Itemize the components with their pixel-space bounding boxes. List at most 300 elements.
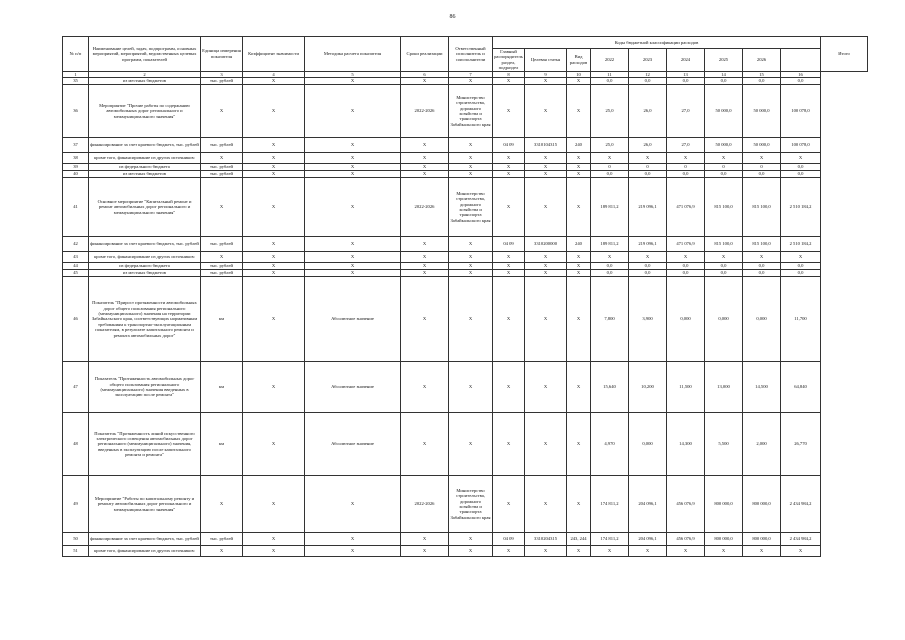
row-method: Абсолютное значение bbox=[305, 277, 401, 362]
row-value-2023: 204 096,1 bbox=[629, 533, 667, 546]
row-number: 36 bbox=[63, 85, 89, 138]
row-target-article: X bbox=[525, 252, 567, 263]
row-number: 51 bbox=[63, 546, 89, 557]
row-value-2023: 204 096,1 bbox=[629, 476, 667, 533]
row-value-2023: 219 096,1 bbox=[629, 178, 667, 237]
row-method: X bbox=[305, 178, 401, 237]
table-row bbox=[63, 362, 868, 413]
row-value-2024: X bbox=[667, 153, 705, 164]
row-coefficient: X bbox=[243, 138, 305, 153]
row-target-article: X bbox=[525, 171, 567, 178]
row-section: 04 09 bbox=[493, 533, 525, 546]
row-term: X bbox=[401, 263, 449, 270]
row-value-2023: 0 bbox=[629, 164, 667, 171]
row-value-2022: 4,970 bbox=[591, 413, 629, 476]
header-chief-distributor: Главный распорядитель раздел, подраздел bbox=[494, 49, 523, 71]
row-value-2025: 800 000,0 bbox=[705, 533, 743, 546]
row-value-2022: 174 811,2 bbox=[591, 533, 629, 546]
row-section: X bbox=[493, 362, 525, 413]
column-number: 11 bbox=[591, 71, 629, 77]
row-term: X bbox=[401, 171, 449, 178]
table-row bbox=[63, 164, 868, 171]
column-number: 4 bbox=[243, 71, 305, 77]
row-name: из местных бюджетов bbox=[89, 78, 201, 85]
row-coefficient: X bbox=[243, 413, 305, 476]
header-year-2024: 2024 bbox=[667, 49, 705, 72]
row-value-2025: 13,000 bbox=[705, 362, 743, 413]
row-method: X bbox=[305, 237, 401, 252]
column-number: 2 bbox=[89, 71, 201, 77]
row-section: 04 09 bbox=[493, 138, 525, 153]
row-unit: тыс. рублей bbox=[201, 138, 243, 153]
row-responsible: Министерство строительства, дорожного хозяйства и транспорта Забайкальского края bbox=[449, 476, 493, 533]
table-row bbox=[63, 476, 868, 533]
row-value-2024: 471 076,9 bbox=[667, 178, 705, 237]
row-expense-type: X bbox=[567, 85, 591, 138]
row-value-2024: 471 076,9 bbox=[667, 237, 705, 252]
row-total: 0,0 bbox=[781, 164, 821, 171]
table-row bbox=[63, 153, 868, 164]
row-value-2026: 0,000 bbox=[743, 277, 781, 362]
row-total: 0,0 bbox=[781, 263, 821, 270]
row-target-article: 3310204315 bbox=[525, 533, 567, 546]
row-name: Мероприятие "Работы по капитальному ремонту и ремонту автомобильных дорог регионального и межмуниципального значения" bbox=[89, 476, 201, 533]
row-total: 11,700 bbox=[781, 277, 821, 362]
row-value-2025: 0,0 bbox=[705, 171, 743, 178]
row-number: 37 bbox=[63, 138, 89, 153]
row-name: кроме того, финансирование из других источников: bbox=[89, 546, 201, 557]
row-method: Абсолютное значение bbox=[305, 362, 401, 413]
row-value-2022: 0 bbox=[591, 164, 629, 171]
row-coefficient: X bbox=[243, 277, 305, 362]
row-coefficient: X bbox=[243, 153, 305, 164]
row-target-article: 3310104315 bbox=[525, 138, 567, 153]
row-responsible: X bbox=[449, 533, 493, 546]
row-responsible: Министерство строительства, дорожного хозяйства и транспорта Забайкальского края bbox=[449, 85, 493, 138]
row-name: Показатель "Протяженность линий искусственного электрического освещения автомобильных дорог регионального (межмуниципального) значения, введенных в эксплуатацию после капитального ремонта и ремонта" bbox=[89, 413, 201, 476]
row-value-2024: 11,500 bbox=[667, 362, 705, 413]
row-value-2024: X bbox=[667, 252, 705, 263]
row-value-2025: 800 000,0 bbox=[705, 476, 743, 533]
row-term: 2022-2026 bbox=[401, 476, 449, 533]
row-value-2023: 10,200 bbox=[629, 362, 667, 413]
row-coefficient: X bbox=[243, 263, 305, 270]
row-value-2026: 2,000 bbox=[743, 413, 781, 476]
row-value-2026: 0,0 bbox=[743, 78, 781, 85]
row-coefficient: X bbox=[243, 85, 305, 138]
row-value-2026: 50 000,0 bbox=[743, 85, 781, 138]
row-unit: км bbox=[201, 277, 243, 362]
header-coefficient: Коэффициент значимости bbox=[243, 37, 305, 72]
row-expense-type: 240 bbox=[567, 138, 591, 153]
row-term: X bbox=[401, 153, 449, 164]
row-unit: тыс. рублей bbox=[201, 533, 243, 546]
row-expense-type: X bbox=[567, 362, 591, 413]
row-value-2024: 456 076,9 bbox=[667, 476, 705, 533]
row-name: из местных бюджетов bbox=[89, 171, 201, 178]
row-total: 0,0 bbox=[781, 78, 821, 85]
row-responsible: X bbox=[449, 413, 493, 476]
row-value-2025: 50 000,0 bbox=[705, 85, 743, 138]
row-value-2023: X bbox=[629, 252, 667, 263]
row-method: X bbox=[305, 533, 401, 546]
row-coefficient: X bbox=[243, 546, 305, 557]
row-total: 0,0 bbox=[781, 171, 821, 178]
table-row bbox=[63, 546, 868, 557]
row-total: 100 078,0 bbox=[781, 138, 821, 153]
column-number: 6 bbox=[401, 71, 449, 77]
row-value-2023: 0,0 bbox=[629, 78, 667, 85]
row-term: X bbox=[401, 237, 449, 252]
row-value-2023: 26,0 bbox=[629, 138, 667, 153]
row-value-2025: 0,000 bbox=[705, 277, 743, 362]
row-value-2022: 0,0 bbox=[591, 171, 629, 178]
row-expense-type: X bbox=[567, 476, 591, 533]
row-expense-type: X bbox=[567, 270, 591, 277]
row-value-2026: 0,0 bbox=[743, 263, 781, 270]
row-section: 04 09 bbox=[493, 237, 525, 252]
row-section: X bbox=[493, 546, 525, 557]
row-expense-type: X bbox=[567, 277, 591, 362]
row-value-2026: 0 bbox=[743, 164, 781, 171]
row-method: X bbox=[305, 263, 401, 270]
row-number: 42 bbox=[63, 237, 89, 252]
row-value-2024: 0,0 bbox=[667, 270, 705, 277]
row-method: X bbox=[305, 138, 401, 153]
row-term: X bbox=[401, 138, 449, 153]
row-coefficient: X bbox=[243, 164, 305, 171]
row-value-2026: 14,500 bbox=[743, 362, 781, 413]
row-value-2022: 189 811,2 bbox=[591, 178, 629, 237]
row-name: Мероприятие "Прочие работы по содержанию автомобильных дорог регионального и межмуниципального значения" bbox=[89, 85, 201, 138]
row-section: X bbox=[493, 85, 525, 138]
row-value-2022: X bbox=[591, 252, 629, 263]
page-number: 86 bbox=[449, 14, 456, 20]
row-name: Показатель "Протяженность автомобильных дорог общего пользования регионального (межмуниципального) значения введенных в эксплуатацию после ремонта" bbox=[89, 362, 201, 413]
table-row bbox=[63, 237, 868, 252]
row-value-2026: 815 100,0 bbox=[743, 237, 781, 252]
row-expense-type: 240 bbox=[567, 237, 591, 252]
row-expense-type: X bbox=[567, 413, 591, 476]
row-name: Показатель "Прирост протяженности автомобильных дорог общего пользования регионального (межмуниципального) значения на территории Забайкальского края, соответствующих нормативным требованиям к транспортно-эксплуатационным показателям, в результате капитального ремонта и ремонта автомобильных дорог" bbox=[89, 277, 201, 362]
row-term: X bbox=[401, 252, 449, 263]
row-expense-type: X bbox=[567, 171, 591, 178]
row-value-2024: 456 076,9 bbox=[667, 533, 705, 546]
row-total: 2 434 984,2 bbox=[781, 533, 821, 546]
row-total: X bbox=[781, 546, 821, 557]
row-coefficient: X bbox=[243, 533, 305, 546]
column-number: 9 bbox=[525, 71, 567, 77]
row-value-2023: 0,000 bbox=[629, 413, 667, 476]
row-unit: тыс. рублей bbox=[201, 78, 243, 85]
row-term: X bbox=[401, 78, 449, 85]
column-number: 5 bbox=[305, 71, 401, 77]
row-unit: км bbox=[201, 413, 243, 476]
row-coefficient: X bbox=[243, 270, 305, 277]
program-table bbox=[62, 36, 868, 557]
row-method: X bbox=[305, 546, 401, 557]
table-row bbox=[63, 171, 868, 178]
row-coefficient: X bbox=[243, 237, 305, 252]
header-num: № п/п bbox=[63, 37, 89, 72]
row-expense-type: X bbox=[567, 178, 591, 237]
row-target-article: X bbox=[525, 263, 567, 270]
row-value-2024: 0,0 bbox=[667, 171, 705, 178]
row-value-2022: X bbox=[591, 153, 629, 164]
row-term: X bbox=[401, 533, 449, 546]
row-target-article: X bbox=[525, 277, 567, 362]
column-number: 14 bbox=[705, 71, 743, 77]
row-target-article: X bbox=[525, 546, 567, 557]
row-number: 38 bbox=[63, 153, 89, 164]
row-section: X bbox=[493, 78, 525, 85]
column-number: 13 bbox=[667, 71, 705, 77]
row-section: X bbox=[493, 164, 525, 171]
row-number: 48 bbox=[63, 413, 89, 476]
row-value-2022: 0,0 bbox=[591, 270, 629, 277]
row-value-2026: 800 000,0 bbox=[743, 476, 781, 533]
row-value-2026: 0,0 bbox=[743, 270, 781, 277]
row-name: из федерального бюджета bbox=[89, 164, 201, 171]
row-value-2024: 27,0 bbox=[667, 85, 705, 138]
row-value-2023: 0,0 bbox=[629, 270, 667, 277]
row-total: 64,840 bbox=[781, 362, 821, 413]
row-responsible: X bbox=[449, 164, 493, 171]
column-number: 12 bbox=[629, 71, 667, 77]
table-row bbox=[63, 277, 868, 362]
row-value-2022: 0,0 bbox=[591, 78, 629, 85]
row-value-2025: 50 000,0 bbox=[705, 138, 743, 153]
row-number: 50 bbox=[63, 533, 89, 546]
header-total: Итого bbox=[821, 37, 868, 72]
row-number: 49 bbox=[63, 476, 89, 533]
row-value-2024: 0,000 bbox=[667, 277, 705, 362]
row-total: 26,770 bbox=[781, 413, 821, 476]
row-term: X bbox=[401, 362, 449, 413]
row-section: X bbox=[493, 413, 525, 476]
row-unit: X bbox=[201, 153, 243, 164]
column-number: 10 bbox=[567, 71, 591, 77]
row-section: X bbox=[493, 171, 525, 178]
row-section: X bbox=[493, 270, 525, 277]
table-row bbox=[63, 263, 868, 270]
row-name: финансирование за счет краевого бюджета, тыс. рублей bbox=[89, 138, 201, 153]
header-year-2025: 2025 bbox=[705, 49, 743, 72]
row-value-2026: 800 000,0 bbox=[743, 533, 781, 546]
row-value-2026: 815 100,0 bbox=[743, 178, 781, 237]
header-year-2022: 2022 bbox=[591, 49, 629, 72]
row-term: 2022-2026 bbox=[401, 178, 449, 237]
row-term: X bbox=[401, 277, 449, 362]
row-number: 47 bbox=[63, 362, 89, 413]
row-expense-type: X bbox=[567, 153, 591, 164]
header-responsible: Ответственный исполнитель и соисполнители bbox=[449, 37, 493, 72]
row-target-article: X bbox=[525, 362, 567, 413]
row-unit: тыс. рублей bbox=[201, 164, 243, 171]
row-value-2025: 815 100,0 bbox=[705, 178, 743, 237]
row-value-2023: 0,0 bbox=[629, 263, 667, 270]
row-target-article: X bbox=[525, 153, 567, 164]
row-value-2025: X bbox=[705, 252, 743, 263]
row-responsible: X bbox=[449, 171, 493, 178]
row-responsible: X bbox=[449, 270, 493, 277]
row-total: X bbox=[781, 153, 821, 164]
row-value-2026: 50 000,0 bbox=[743, 138, 781, 153]
row-responsible: X bbox=[449, 153, 493, 164]
header-name: Наименование целей, задач, подпрограмм, основных мероприятий, мероприятий, ведомственных целевых программ, показателей bbox=[89, 37, 201, 72]
row-total: 2 434 984,2 bbox=[781, 476, 821, 533]
row-coefficient: X bbox=[243, 362, 305, 413]
column-number: 7 bbox=[449, 71, 493, 77]
row-method: X bbox=[305, 85, 401, 138]
table-row bbox=[63, 252, 868, 263]
row-method: X bbox=[305, 476, 401, 533]
row-unit: тыс. рублей bbox=[201, 263, 243, 270]
row-term: X bbox=[401, 413, 449, 476]
column-number: 15 bbox=[743, 71, 781, 77]
row-expense-type: X bbox=[567, 78, 591, 85]
table-row bbox=[63, 138, 868, 153]
row-expense-type: X bbox=[567, 164, 591, 171]
row-value-2023: 26,0 bbox=[629, 85, 667, 138]
row-value-2022: 174 811,2 bbox=[591, 476, 629, 533]
header-target-article: Целевая статья bbox=[525, 49, 567, 72]
row-value-2025: 0,0 bbox=[705, 263, 743, 270]
row-expense-type: X bbox=[567, 546, 591, 557]
table-header bbox=[63, 37, 868, 78]
row-value-2022: 0,0 bbox=[591, 263, 629, 270]
row-value-2023: X bbox=[629, 153, 667, 164]
row-coefficient: X bbox=[243, 178, 305, 237]
row-name: финансирование за счет краевого бюджета, тыс. рублей bbox=[89, 533, 201, 546]
row-total: 2 510 184,2 bbox=[781, 237, 821, 252]
row-value-2025: 0,0 bbox=[705, 78, 743, 85]
header-term: Сроки реализации bbox=[401, 37, 449, 72]
row-value-2023: X bbox=[629, 546, 667, 557]
row-section: X bbox=[493, 178, 525, 237]
row-value-2023: 219 096,1 bbox=[629, 237, 667, 252]
table-row bbox=[63, 270, 868, 277]
row-coefficient: X bbox=[243, 476, 305, 533]
row-responsible: X bbox=[449, 277, 493, 362]
row-value-2026: X bbox=[743, 546, 781, 557]
row-section: X bbox=[493, 476, 525, 533]
row-value-2025: 0,0 bbox=[705, 270, 743, 277]
row-value-2022: 25,0 bbox=[591, 85, 629, 138]
row-method: X bbox=[305, 171, 401, 178]
row-total: X bbox=[781, 252, 821, 263]
row-value-2023: 3,900 bbox=[629, 277, 667, 362]
column-number: 16 bbox=[781, 71, 821, 77]
row-target-article: X bbox=[525, 413, 567, 476]
row-value-2025: 815 100,0 bbox=[705, 237, 743, 252]
column-number: 8 bbox=[493, 71, 525, 77]
row-method: X bbox=[305, 164, 401, 171]
row-term: X bbox=[401, 546, 449, 557]
row-total: 100 078,0 bbox=[781, 85, 821, 138]
row-value-2022: 15,640 bbox=[591, 362, 629, 413]
row-coefficient: X bbox=[243, 252, 305, 263]
row-number: 46 bbox=[63, 277, 89, 362]
row-target-article: X bbox=[525, 78, 567, 85]
row-section: X bbox=[493, 277, 525, 362]
row-name: финансирование за счет краевого бюджета, тыс. рублей bbox=[89, 237, 201, 252]
row-value-2026: X bbox=[743, 252, 781, 263]
row-value-2024: 0,0 bbox=[667, 78, 705, 85]
row-value-2026: 0,0 bbox=[743, 171, 781, 178]
row-section: X bbox=[493, 263, 525, 270]
row-unit: X bbox=[201, 85, 243, 138]
header-expense-type: Вид расходов bbox=[567, 49, 591, 72]
row-target-article: X bbox=[525, 178, 567, 237]
row-value-2024: 27,0 bbox=[667, 138, 705, 153]
row-number: 43 bbox=[63, 252, 89, 263]
row-responsible: X bbox=[449, 78, 493, 85]
row-responsible: X bbox=[449, 252, 493, 263]
row-section: X bbox=[493, 252, 525, 263]
row-responsible: X bbox=[449, 546, 493, 557]
table-row bbox=[63, 533, 868, 546]
row-name: из местных бюджетов bbox=[89, 270, 201, 277]
table-row bbox=[63, 85, 868, 138]
row-target-article: X bbox=[525, 270, 567, 277]
row-unit: км bbox=[201, 362, 243, 413]
row-method: X bbox=[305, 270, 401, 277]
row-responsible: Министерство строительства, дорожного хозяйства и транспорта Забайкальского края bbox=[449, 178, 493, 237]
row-value-2022: X bbox=[591, 546, 629, 557]
table-row bbox=[63, 78, 868, 85]
row-number: 45 bbox=[63, 270, 89, 277]
header-year-2023: 2023 bbox=[629, 49, 667, 72]
row-method: X bbox=[305, 78, 401, 85]
table-row bbox=[63, 413, 868, 476]
row-expense-type: X bbox=[567, 263, 591, 270]
row-target-article: X bbox=[525, 476, 567, 533]
row-total: 0,0 bbox=[781, 270, 821, 277]
header-budget-codes: Коды бюджетной классификации расходов bbox=[493, 37, 821, 49]
row-expense-type: 243, 244 bbox=[567, 533, 591, 546]
table-body bbox=[63, 78, 868, 557]
row-target-article: X bbox=[525, 85, 567, 138]
row-name: Основное мероприятие "Капитальный ремонт и ремонт автомобильных дорог регионального и межмуниципального значения" bbox=[89, 178, 201, 237]
row-unit: тыс. рублей bbox=[201, 237, 243, 252]
row-term: X bbox=[401, 164, 449, 171]
row-unit: тыс. рублей bbox=[201, 171, 243, 178]
row-term: 2022-2026 bbox=[401, 85, 449, 138]
row-value-2022: 7,800 bbox=[591, 277, 629, 362]
row-value-2025: 5,500 bbox=[705, 413, 743, 476]
row-unit: X bbox=[201, 252, 243, 263]
row-method: X bbox=[305, 252, 401, 263]
row-coefficient: X bbox=[243, 171, 305, 178]
row-section: X bbox=[493, 153, 525, 164]
row-unit: X bbox=[201, 546, 243, 557]
column-number: 3 bbox=[201, 71, 243, 77]
row-number: 44 bbox=[63, 263, 89, 270]
row-value-2024: 0,0 bbox=[667, 263, 705, 270]
row-value-2025: 0 bbox=[705, 164, 743, 171]
row-value-2022: 25,0 bbox=[591, 138, 629, 153]
row-name: кроме того, финансирование из других источников: bbox=[89, 153, 201, 164]
column-number: 1 bbox=[63, 71, 89, 77]
row-number: 39 bbox=[63, 164, 89, 171]
row-target-article: X bbox=[525, 164, 567, 171]
row-value-2025: X bbox=[705, 153, 743, 164]
row-value-2025: X bbox=[705, 546, 743, 557]
row-number: 35 bbox=[63, 78, 89, 85]
row-responsible: X bbox=[449, 263, 493, 270]
header-method: Методика расчета показателя bbox=[305, 37, 401, 72]
